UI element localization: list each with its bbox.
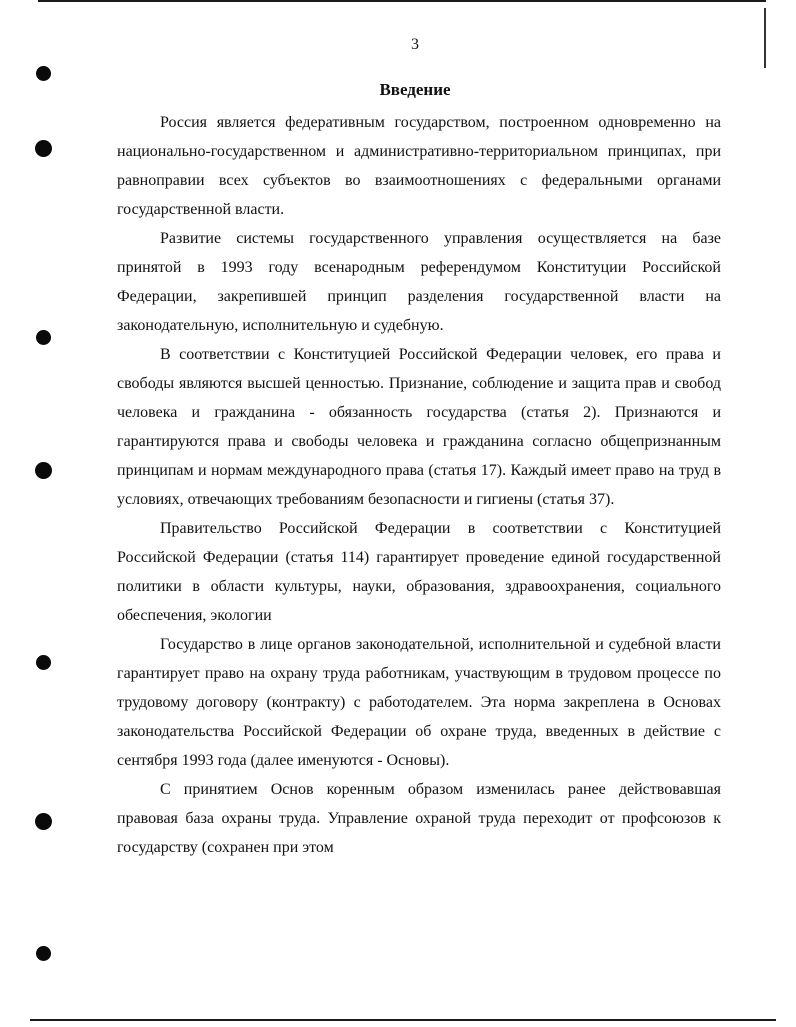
paragraph: Государство в лице органов законодательной, исполнительной и судебной власти гарантирует право на охрану труда работникам, участвующим в трудовом процессе по трудовому договору (контракту) с работодателем. Эта норма закреплена в Основах законодательства Российской Федерации об охране труда, введенных в действие с сентября 1993 года (далее именуются - Основы). — [117, 636, 721, 769]
scan-border-bottom — [30, 1019, 776, 1021]
binder-hole — [36, 330, 51, 345]
paragraph: Правительство Российской Федерации в соответствии с Конституцией Российской Федерации (статья 114) гарантирует проведение единой государственной политики в области культуры, науки, образования, здравоохранения, социального обеспечения, экологии — [117, 520, 721, 624]
binder-hole — [36, 946, 51, 961]
paragraph: Россия является федеративным государством, построенном одновременно на национально-государственном и административно-территориальном принципах, при равноправии всех субъектов во взаимоотношениях с федеральными органами государственной власти. — [117, 114, 721, 218]
page-title: Введение — [379, 80, 451, 99]
binder-hole — [35, 813, 52, 830]
binder-hole — [35, 140, 52, 157]
page-number: 3 — [411, 36, 419, 53]
binder-hole — [36, 655, 51, 670]
binder-hole — [36, 66, 51, 81]
binder-hole — [35, 462, 52, 479]
paragraph: Развитие системы государственного управления осуществляется на базе принятой в 1993 году всенародным референдумом Конституции Российской Федерации, закрепившей принцип разделения государственной власти на законодательную, исполнительную и судебную. — [117, 230, 721, 334]
scan-border-top — [38, 0, 766, 2]
document-body — [117, 108, 721, 862]
paragraph: В соответствии с Конституцией Российской Федерации человек, его права и свободы являются высшей ценностью. Признание, соблюдение и защита прав и свобод человека и гражданина - обязанность государства (статья 2). Признаются и гарантируются права и свободы человека и гражданина согласно общепризнанным принципам и нормам международного права (статья 17). Каждый имеет право на труд в условиях, отвечающих требованиям безопасности и гигиены (статья 37). — [117, 346, 721, 508]
paragraph: С принятием Основ коренным образом изменилась ранее действовавшая правовая база охраны труда. Управление охраной труда переходит от профсоюзов к государству (сохранен при этом — [117, 781, 721, 856]
